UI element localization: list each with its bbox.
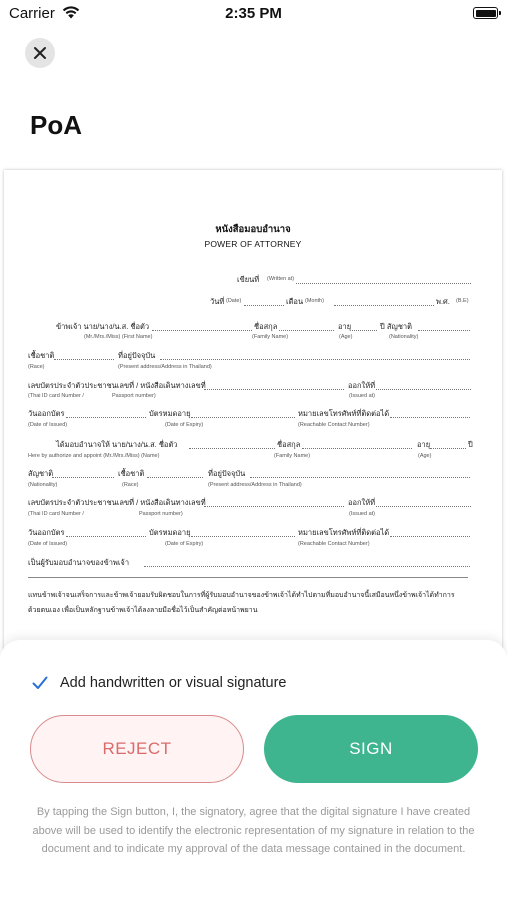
year-label: พ.ศ. bbox=[436, 297, 450, 306]
closing-line-2: ด้วยตนเอง เพื่อเป็นหลักฐานข้าพเจ้าได้ลงลายมือชื่อไว้เป็นสำคัญต่อหน้าพยาน bbox=[28, 607, 258, 614]
grantee-age-label: อายุ bbox=[417, 440, 431, 449]
grantee-issue-date-label: วันออกบัตร bbox=[28, 528, 65, 537]
grantee-expiry-sub: (Date of Expiry) bbox=[165, 541, 204, 547]
reject-button[interactable]: REJECT bbox=[30, 715, 244, 783]
grantor-id-sub: (Thai ID card Number / bbox=[28, 393, 84, 399]
grantor-issued-sub: (Issued at) bbox=[349, 393, 375, 399]
grantor-id-label: เลขบัตรประจำตัวประชาชนเลขที่ / หนังสือเดินทางเลขที่ bbox=[28, 381, 206, 390]
grantor-issued-label: ออกให้ที่ bbox=[348, 381, 376, 390]
grantor-age-label: อายุ bbox=[338, 322, 352, 331]
grantee-id-label: เลขบัตรประจำตัวประชาชนเลขที่ / หนังสือเดินทางเลขที่ bbox=[28, 498, 206, 507]
close-button[interactable] bbox=[25, 38, 55, 68]
grantor-issue-date-sub: (Date of Issued) bbox=[28, 422, 68, 428]
grantor-expiry-sub: (Date of Expiry) bbox=[165, 422, 204, 428]
date-sub: (Date) bbox=[226, 298, 242, 304]
grantee-age-sub: (Age) bbox=[418, 453, 432, 459]
grantee-surname-label: ชื่อสกุล bbox=[277, 440, 301, 449]
grantee-contact-sub: (Reachable Contact Number) bbox=[298, 541, 370, 547]
carrier-label: Carrier bbox=[9, 5, 55, 22]
status-time: 2:35 PM bbox=[225, 5, 282, 22]
written-at-label: เขียนที่ bbox=[237, 275, 260, 284]
grantee-id-sub: (Thai ID card Number / bbox=[28, 511, 84, 517]
grantee-race-label: เชื้อชาติ bbox=[118, 469, 145, 478]
grantor-name-sub: (Mr./Mrs./Miss) (First Name) bbox=[84, 334, 153, 340]
grantee-address-sub: (Present address/Address in Thailand) bbox=[208, 482, 302, 488]
grantor-address-sub: (Present address/Address in Thailand) bbox=[118, 364, 212, 370]
grantor-age-sub: (Age) bbox=[339, 334, 353, 340]
grantee-year-label: ปี bbox=[468, 440, 473, 449]
grantor-name-label: ข้าพเจ้า นาย/นาง/น.ส. ชื่อตัว bbox=[56, 322, 150, 331]
grantor-contact-sub: (Reachable Contact Number) bbox=[298, 422, 370, 428]
grantor-contact-label: หมายเลขโทรศัพท์ที่ติดต่อได้ bbox=[298, 409, 390, 418]
battery-icon bbox=[473, 7, 498, 19]
date-label: วันที่ bbox=[210, 297, 225, 306]
grantor-race-sub: (Race) bbox=[28, 364, 45, 370]
grantee-issued-label: ออกให้ที่ bbox=[348, 498, 376, 507]
grantor-address-label: ที่อยู่ปัจจุบัน bbox=[118, 351, 156, 360]
closing-line-1: แทนข้าพเจ้าจนเสร็จการและข้าพเจ้ายอมรับผิดชอบในการที่ผู้รับมอบอำนาจของข้าพเจ้าได้ทำไปตามที่มอบอำนาจนี้เสมือนหนึ่งข้าพเจ้าได้ทำการ bbox=[28, 592, 455, 599]
grantor-surname-label: ชื่อสกุล bbox=[254, 322, 278, 331]
grantee-passport-sub: Passport number) bbox=[139, 511, 183, 517]
grantor-race-label: เชื้อชาติ bbox=[28, 351, 55, 360]
written-at-sub: (Written at) bbox=[267, 276, 295, 282]
grantee-nationality-sub: (Nationality) bbox=[28, 482, 58, 488]
doc-title-thai: หนังสือมอบอำนาจ bbox=[215, 224, 291, 235]
disclaimer-text: By tapping the Sign button, I, the signatory, agree that the digital signature I have created above will be used to identify the electronic representation of my signature in relation to the document and to indicate my approval of the data message contained in the document. bbox=[32, 806, 475, 855]
grantee-nationality-label: สัญชาติ bbox=[28, 469, 54, 478]
appoint-sub: Here by authorize and appoint (Mr./Mrs./Miss) (Name) bbox=[28, 453, 160, 459]
doc-title-english: POWER OF ATTORNEY bbox=[204, 239, 302, 249]
grantor-expiry-label: บัตรหมดอายุ bbox=[149, 409, 191, 418]
month-sub: (Month) bbox=[305, 298, 324, 304]
signature-panel bbox=[0, 640, 507, 900]
grantor-issue-date-label: วันออกบัตร bbox=[28, 409, 65, 418]
grantee-surname-sub: (Family Name) bbox=[274, 453, 311, 459]
grantee-issued-sub: (Issued at) bbox=[349, 511, 375, 517]
close-icon bbox=[33, 46, 47, 60]
sign-button[interactable]: SIGN bbox=[264, 715, 478, 783]
document-preview[interactable] bbox=[4, 170, 502, 650]
status-bar bbox=[0, 0, 507, 28]
page-title: PoA bbox=[30, 110, 82, 140]
signature-checkbox-label[interactable]: Add handwritten or visual signature bbox=[60, 675, 287, 691]
grantor-passport-sub: Passport number) bbox=[112, 393, 156, 399]
grantee-issue-date-sub: (Date of Issued) bbox=[28, 541, 68, 547]
checkmark-icon[interactable] bbox=[31, 674, 49, 692]
grantee-race-sub: (Race) bbox=[122, 482, 139, 488]
year-sub: (B.E) bbox=[456, 298, 469, 304]
grantor-surname-sub: (Family Name) bbox=[252, 334, 289, 340]
authorized-label: เป็นผู้รับมอบอำนาจของข้าพเจ้า bbox=[28, 558, 130, 567]
appoint-label: ได้มอบอำนาจให้ นาย/นาง/น.ส. ชื่อตัว bbox=[56, 440, 178, 449]
grantee-contact-label: หมายเลขโทรศัพท์ที่ติดต่อได้ bbox=[298, 528, 390, 537]
month-label: เดือน bbox=[286, 297, 304, 306]
grantee-expiry-label: บัตรหมดอายุ bbox=[149, 528, 191, 537]
grantee-address-label: ที่อยู่ปัจจุบัน bbox=[208, 469, 246, 478]
grantor-nationality-sub: (Nationality) bbox=[389, 334, 419, 340]
grantor-nationality-label: ปี สัญชาติ bbox=[380, 322, 412, 331]
